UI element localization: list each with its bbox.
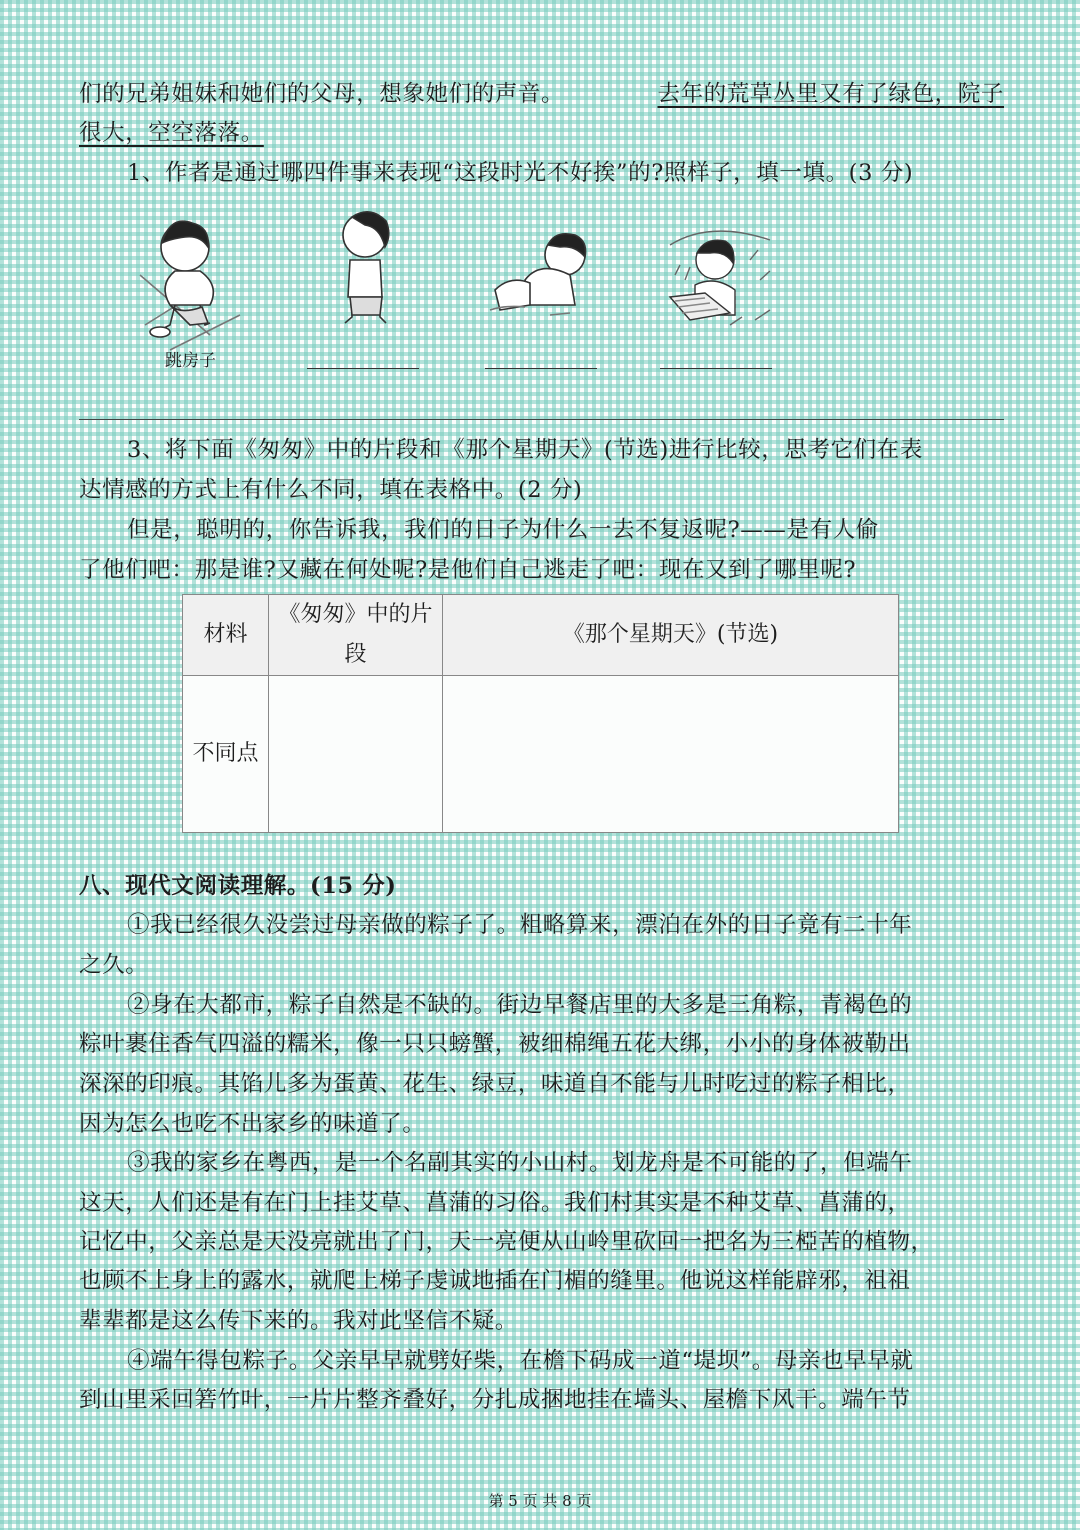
header-sunday: 《那个星期天》(节选): [443, 595, 899, 676]
p2-line-4: 因为怎么也吃不出家乡的味道了。: [79, 1111, 426, 1137]
header-congcong-line1: 《匆匆》中的片: [278, 602, 433, 627]
comparison-table: [182, 594, 899, 833]
table-row: [183, 676, 899, 833]
looking-up-boy-figure: [343, 212, 389, 323]
answer-cell-congcong[interactable]: [269, 676, 443, 833]
header-congcong: [269, 595, 443, 676]
row-label-difference: 不同点: [183, 676, 269, 833]
question-1-illustrations: [130, 205, 780, 385]
p3-line-3: 记忆中，父亲总是天没亮就出了门，天一亮便从山岭里砍回一把名为三椏苦的植物，: [79, 1229, 934, 1255]
header-material: 材料: [183, 595, 269, 676]
p2-line-1: ②身在大都市，粽子自然是不缺的。街边早餐店里的大多是三角粽，青褐色的: [127, 992, 913, 1018]
p1-line-2: 之久。: [79, 952, 149, 978]
paragraph-text: ①我已经很久没尝过母亲做的粽子了。粗略算来，漂泊在外的日子竟有二十年: [127, 912, 913, 938]
answer-blank-1[interactable]: [307, 368, 419, 369]
p3-line-2: 这天，人们还是有在门上挂艾草、菖蒲的习俗。我们村其实是不种艾草、菖蒲的，: [79, 1190, 911, 1216]
p4-line-2: 到山里采回箬竹叶，一片片整齐叠好，分扎成捆地挂在墙头、屋檐下风干。端午节: [79, 1387, 911, 1413]
section-8-heading: 八、现代文阅读理解。(15 分): [79, 873, 397, 899]
question-3-text: 3、将下面《匆匆》中的片段和《那个星期天》(节选)进行比较，思考它们在表: [127, 437, 923, 463]
hopscotch-boy-figure: [140, 221, 240, 350]
p3-line-1: ③我的家乡在粤西，是一个名副其实的小山村。划龙舟是不可能的了，但端午: [127, 1150, 913, 1176]
question-3-line-2: 达情感的方式上有什么不同，填在表格中。(2 分): [79, 477, 583, 503]
p1-line-1: [79, 905, 1004, 945]
underlined-sentence: 去年的荒草丛里又有了绿色，院子: [657, 81, 1004, 107]
reading-boy-figure: [670, 231, 770, 325]
page-number-footer: 第 5 页 共 8 页: [488, 1492, 592, 1510]
passage-line-2: [79, 113, 1004, 153]
answer-blank-2[interactable]: [485, 368, 597, 369]
passage-text: 们的兄弟姐妹和她们的父母，想象她们的声音。: [79, 81, 565, 107]
answer-cell-sunday[interactable]: [443, 676, 899, 833]
header-congcong-line2: 段: [344, 642, 367, 667]
passage-line-1: [79, 74, 1004, 114]
section-divider: [79, 419, 1004, 420]
quote-line-2: 了他们吧：那是谁?又藏在何处呢?是他们自己逃走了吧：现在又到了哪里呢?: [79, 557, 857, 583]
quote-line-1: 但是，聪明的，你告诉我，我们的日子为什么一去不复返呢?——是有人偷: [127, 517, 879, 543]
p4-line-1: ④端午得包粽子。父亲早早就劈好柴，在檐下码成一道“堤坝”。母亲也早早就: [127, 1348, 914, 1374]
p2-line-3: 深深的印痕。其馅儿多为蛋黄、花生、绿豆，味道自不能与儿时吃过的粽子相比，: [79, 1071, 911, 1097]
p3-line-4: 也顾不上身上的露水，就爬上梯子虔诚地插在门楣的缝里。他说这样能辟邪，祖祖: [79, 1268, 911, 1294]
table-header-row: [183, 595, 899, 676]
answer-blank-3[interactable]: [660, 368, 772, 369]
question-1: 1、作者是通过哪四件事来表现“这段时光不好挨”的?照样子，填一填。(3 分): [127, 160, 914, 186]
question-3-line-1: [79, 430, 1004, 470]
example-caption: 跳房子: [165, 351, 216, 371]
crouching-boy-figure: [490, 234, 586, 315]
p3-line-5: 辈辈都是这么传下来的。我对此坚信不疑。: [79, 1308, 518, 1334]
underlined-sentence-end: 很大，空空落落。: [79, 120, 264, 146]
p2-line-2: 粽叶裹住香气四溢的糯米，像一只只螃蟹，被细棉绳五花大绑，小小的身体被勒出: [79, 1031, 911, 1057]
